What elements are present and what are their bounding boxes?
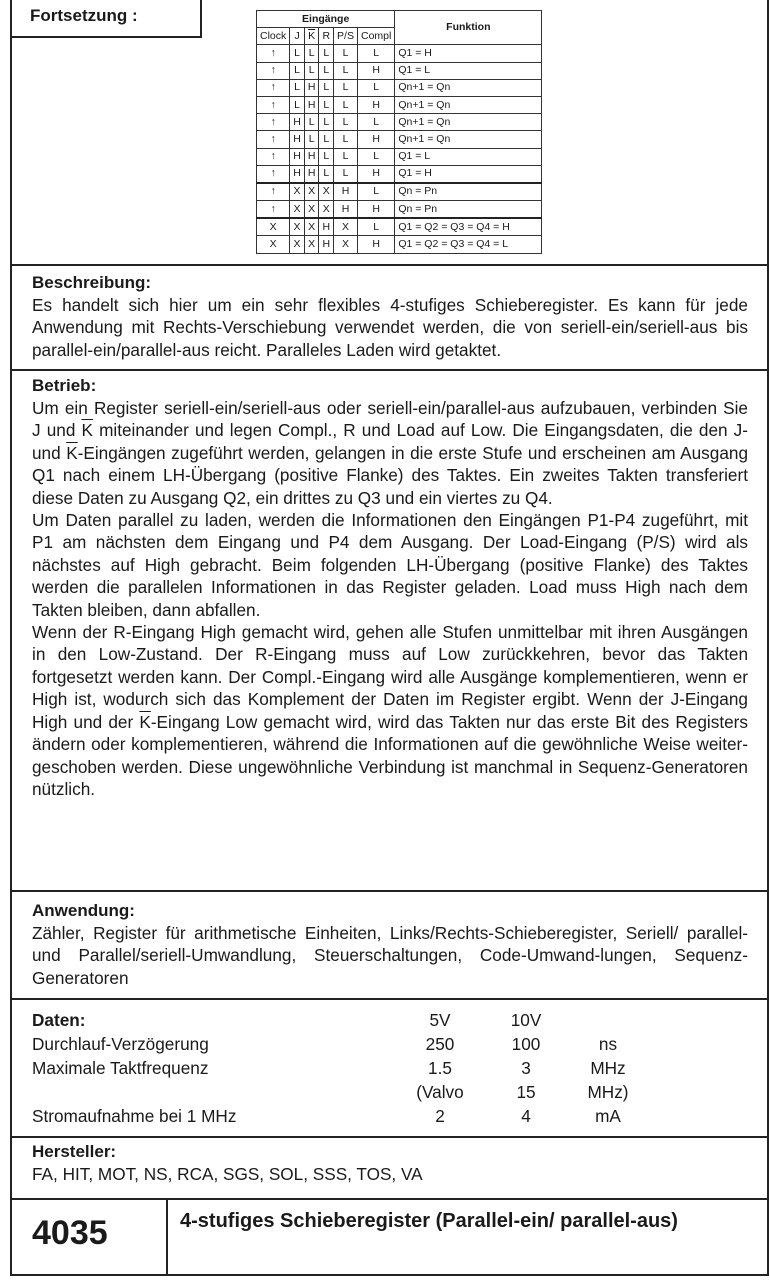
function-cell: Qn = Pn	[395, 183, 542, 201]
input-cell: L	[334, 131, 358, 148]
input-cell: ↑	[257, 62, 290, 79]
input-cell: X	[304, 183, 319, 201]
input-cell: ↑	[257, 148, 290, 165]
input-cell: L	[319, 96, 334, 113]
daten-heading: Daten:	[32, 1010, 86, 1030]
function-cell: Qn+1 = Qn	[395, 79, 542, 96]
daten-v10: 15	[516, 1082, 536, 1102]
beschreibung-section	[32, 272, 748, 361]
continuation-label-box	[10, 0, 202, 38]
input-cell: L	[290, 79, 305, 96]
function-cell: Q1 = H	[395, 165, 542, 183]
input-cell: H	[357, 236, 394, 253]
function-cell: Q1 = Q2 = Q3 = Q4 = H	[395, 218, 542, 236]
input-cell: X	[290, 236, 305, 253]
function-cell: Q1 = H	[395, 45, 542, 62]
daten-row	[32, 1106, 748, 1130]
input-cell: L	[319, 114, 334, 131]
input-cell: H	[357, 165, 394, 183]
input-cell: X	[319, 183, 334, 201]
daten-v5: 1.5	[428, 1058, 452, 1078]
input-cell: H	[319, 218, 334, 236]
input-cell: ↑	[257, 201, 290, 219]
input-cell: ↑	[257, 131, 290, 148]
input-cell: X	[334, 218, 358, 236]
input-cell: H	[290, 165, 305, 183]
input-cell: L	[319, 148, 334, 165]
table-row	[257, 236, 542, 253]
betrieb-paragraph-2: Um Daten parallel zu laden, werden die Informationen den Eingängen P1-P4 zugeführt, mit P1 am nächsten dem Eingang und P4 dem Ausgang. Der Load-Eingang (P/S) wird als nächstes auf High gebracht. Beim folgenden LH-Übergang (positive Flanke) des Taktes werden die parallelen Informationen in das Register geladen. Load muss High nach dem Takten bleiben, dann abfallen.	[32, 510, 748, 620]
anwendung-section	[32, 900, 748, 989]
daten-unit: mA	[595, 1106, 621, 1126]
input-cell: L	[357, 183, 394, 201]
input-cell: H	[334, 201, 358, 219]
divider	[10, 1198, 769, 1200]
betrieb-paragraph-1: Um ein Register seriell-ein/seriell-aus oder seriell-ein/parallel-aus aufzubauen, verbinden Sie J und $\overline{K}$ miteinander und legen Compl., R und Load auf Low. Die Eingangsdaten, die den J- und $\overline{K}$-Eingängen zugeführt werden, gelangen in die erste Stufe und erscheinen am Ausgang Q1 nach einem LH-Übergang (positive Flanke) des Taktes. Ein zweites Takten transferiert diese Daten zu Ausgang Q2, ein drittes zu Q3 und ein viertes zu Q4.	[32, 398, 749, 508]
table-row	[257, 114, 542, 131]
input-cell: L	[334, 114, 358, 131]
divider	[10, 264, 769, 266]
input-cell: L	[319, 131, 334, 148]
continuation-label: Fortsetzung :	[30, 6, 138, 25]
input-cell: X	[319, 201, 334, 219]
daten-v5: 250	[425, 1034, 455, 1054]
table-row	[257, 45, 542, 62]
input-cell: X	[304, 201, 319, 219]
input-cell: L	[319, 79, 334, 96]
input-cell: L	[304, 45, 319, 62]
anwendung-text: Zähler, Register für arithmetische Einheiten, Links/Rechts-Schieberegister, Seriell/ parallel- und Parallel/seriell-Umwandlung, Steuerschaltungen, Code-Umwand-lungen, Sequenz-Generatoren	[32, 923, 748, 988]
input-cell: L	[290, 96, 305, 113]
daten-header-row	[32, 1010, 748, 1034]
column-header: Compl	[357, 28, 394, 45]
input-cell: ↑	[257, 183, 290, 201]
input-cell: ↑	[257, 45, 290, 62]
table-row	[257, 79, 542, 96]
input-cell: L	[357, 45, 394, 62]
table-row	[257, 201, 542, 219]
daten-v5: (Valvo	[416, 1082, 464, 1102]
daten-row	[32, 1082, 748, 1106]
input-cell: L	[334, 148, 358, 165]
input-cell: H	[304, 165, 319, 183]
input-cell: H	[290, 114, 305, 131]
input-cell: L	[319, 165, 334, 183]
column-header: R	[319, 28, 334, 45]
table-row	[257, 131, 542, 148]
input-cell: H	[357, 201, 394, 219]
input-cell: L	[357, 218, 394, 236]
hersteller-heading: Hersteller:	[32, 1142, 117, 1161]
col-5v: 5V	[429, 1010, 451, 1030]
function-cell: Q1 = L	[395, 148, 542, 165]
input-cell: X	[334, 236, 358, 253]
inputs-header: Eingänge	[257, 11, 395, 28]
table-row	[257, 165, 542, 183]
input-cell: H	[290, 148, 305, 165]
column-header: Clock	[257, 28, 290, 45]
function-cell: Qn = Pn	[395, 201, 542, 219]
part-number: 4035	[32, 1214, 108, 1252]
function-cell: Qn+1 = Qn	[395, 131, 542, 148]
input-cell: H	[319, 236, 334, 253]
column-header: P/S	[334, 28, 358, 45]
input-cell: L	[334, 45, 358, 62]
input-cell: ↑	[257, 96, 290, 113]
daten-v5: 2	[435, 1106, 445, 1126]
function-cell: Qn+1 = Qn	[395, 96, 542, 113]
anwendung-heading: Anwendung:	[32, 901, 135, 920]
table-row	[257, 62, 542, 79]
input-cell: L	[334, 96, 358, 113]
input-cell: H	[304, 79, 319, 96]
input-cell: X	[304, 236, 319, 253]
betrieb-paragraph-3: Wenn der R-Eingang High gemacht wird, gehen alle Stufen unmittelbar mit ihren Ausgängen in den Low-Zustand. Der R-Eingang muss auf Low zurückkehren, bevor das Takten fortgesetzt werden kann. Der Compl.-Eingang wird alle Ausgänge komplementieren, wenn er High ist, wodurch sich das Komplement der Daten im Register ergibt. Wenn der J-Eingang High und der $\overline{K}$-Eingang Low gemacht wird, wird das Takten nur das erste Bit des Registers ändern oder komplementieren, während die Informationen auf die gewöhnliche Weise weiter-geschoben werden. Diese ungewöhnliche Verbindung ist manchmal in Sequenz-Generatoren nützlich.	[32, 622, 748, 799]
daten-v10: 3	[521, 1058, 531, 1078]
function-header: Funktion	[395, 11, 542, 45]
beschreibung-heading: Beschreibung:	[32, 273, 152, 292]
divider	[10, 1136, 769, 1138]
beschreibung-text: Es handelt sich hier um ein sehr flexibles 4-stufiges Schieberegister. Es kann für jede Anwendung mit Rechts-Verschiebung verwendet werden, die von seriell-ein/seriell-aus bis parallel-ein/parallel-aus reicht. Paralleles Laden wird getaktet.	[32, 295, 748, 360]
input-cell: L	[334, 79, 358, 96]
daten-v10: 4	[521, 1106, 531, 1126]
input-cell: L	[319, 62, 334, 79]
daten-name: Durchlauf-Verzögerung	[32, 1034, 209, 1054]
daten-row	[32, 1034, 748, 1058]
hersteller-section	[32, 1141, 748, 1185]
table-row	[257, 96, 542, 113]
input-cell: X	[304, 218, 319, 236]
input-cell: L	[319, 45, 334, 62]
input-cell: H	[357, 96, 394, 113]
input-cell: L	[334, 62, 358, 79]
input-cell: ↑	[257, 165, 290, 183]
input-cell: L	[290, 62, 305, 79]
col-10v: 10V	[510, 1010, 542, 1030]
input-cell: X	[290, 218, 305, 236]
input-cell: X	[290, 201, 305, 219]
input-cell: H	[290, 131, 305, 148]
divider	[10, 890, 769, 892]
daten-v10: 100	[511, 1034, 541, 1054]
input-cell: L	[357, 114, 394, 131]
table-row	[257, 183, 542, 201]
table-row	[257, 218, 542, 236]
input-cell: X	[257, 236, 290, 253]
function-cell: Q1 = L	[395, 62, 542, 79]
input-cell: L	[304, 114, 319, 131]
divider	[10, 369, 769, 371]
daten-unit: MHz	[590, 1058, 626, 1078]
input-cell: L	[357, 79, 394, 96]
daten-row	[32, 1058, 748, 1082]
input-cell: H	[334, 183, 358, 201]
column-header: $\overline{K}$	[304, 28, 319, 45]
betrieb-section	[32, 375, 748, 800]
input-cell: X	[290, 183, 305, 201]
function-cell: Q1 = Q2 = Q3 = Q4 = L	[395, 236, 542, 253]
truth-table	[256, 10, 542, 254]
table-row	[257, 148, 542, 165]
hersteller-text: FA, HIT, MOT, NS, RCA, SGS, SOL, SSS, TOS, VA	[32, 1164, 423, 1184]
betrieb-heading: Betrieb:	[32, 376, 97, 395]
part-title: 4-stufiges Schieberegister (Parallel-ein/ parallel-aus)	[180, 1210, 678, 1232]
input-cell: H	[304, 96, 319, 113]
input-cell: L	[334, 165, 358, 183]
input-cell: L	[290, 45, 305, 62]
input-cell: ↑	[257, 114, 290, 131]
function-cell: Qn+1 = Qn	[395, 114, 542, 131]
daten-name: Maximale Taktfrequenz	[32, 1058, 209, 1078]
input-cell: H	[357, 131, 394, 148]
input-cell: L	[357, 148, 394, 165]
input-cell: L	[304, 62, 319, 79]
input-cell: X	[257, 218, 290, 236]
divider	[10, 998, 769, 1000]
footer-divider	[166, 1199, 168, 1276]
daten-name: Stromaufnahme bei 1 MHz	[32, 1106, 237, 1126]
input-cell: ↑	[257, 79, 290, 96]
input-cell: H	[304, 148, 319, 165]
input-cell: L	[304, 131, 319, 148]
column-header: J	[290, 28, 305, 45]
input-cell: H	[357, 62, 394, 79]
daten-unit: ns	[598, 1034, 618, 1054]
daten-unit: MHz)	[587, 1082, 629, 1102]
